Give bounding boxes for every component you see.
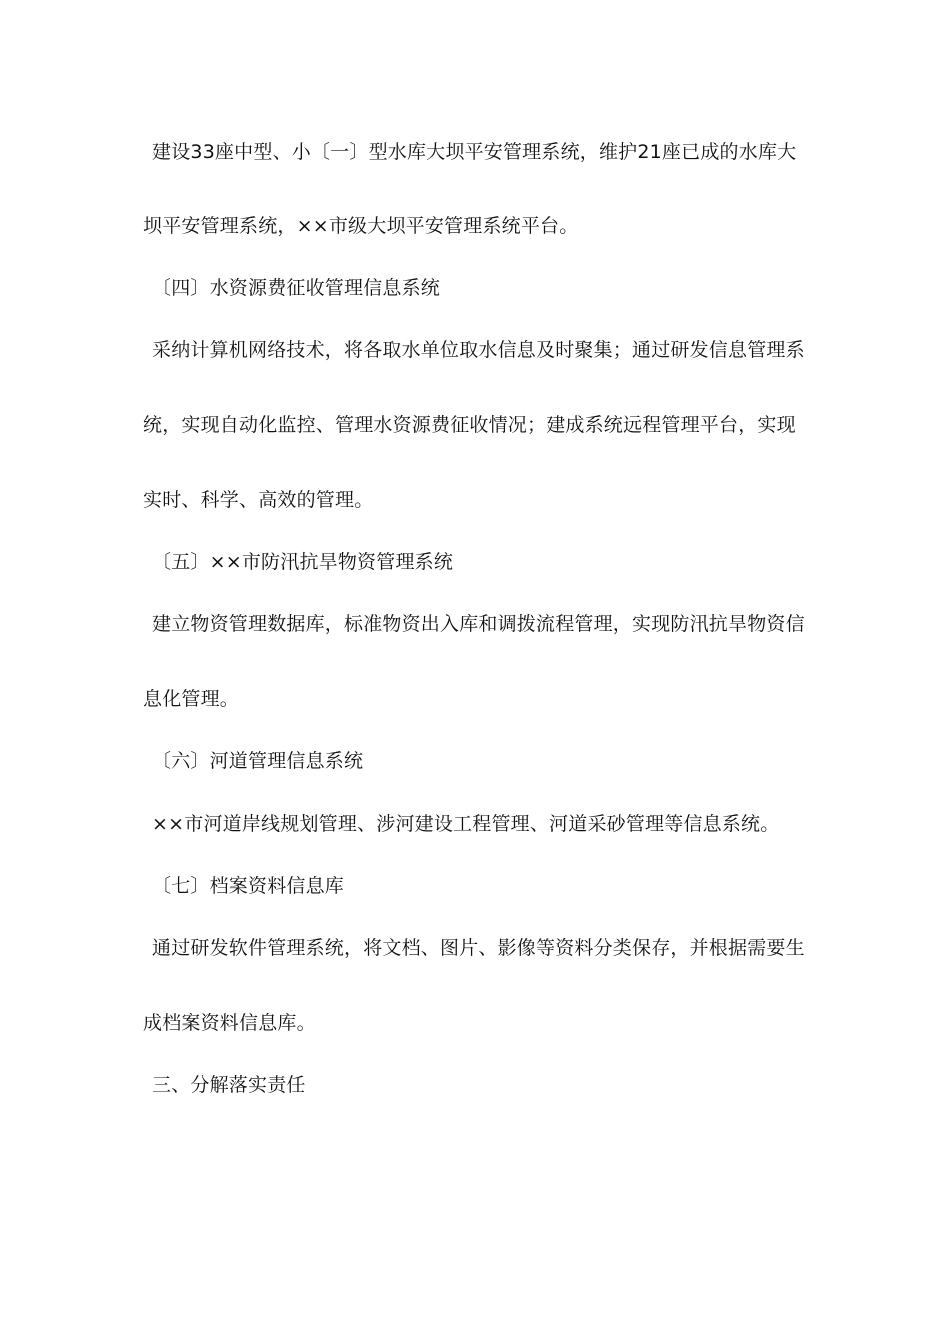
paragraph-archive-line-1: 通过研发软件管理系统，将文档、图片、影像等资料分类保存，并根据需要生	[152, 937, 805, 959]
chapter-heading-3: 三、分解落实责任	[152, 1074, 306, 1096]
section-heading-6: 〔六〕河道管理信息系统	[152, 750, 364, 772]
section-heading-7: 〔七〕档案资料信息库	[152, 875, 345, 897]
paragraph-river-line-1: ××市河道岸线规划管理、涉河建设工程管理、河道采砂管理等信息系统。	[152, 813, 780, 835]
paragraph-reservoir-line-2: 坝平安管理系统，××市级大坝平安管理系统平台。	[143, 215, 579, 237]
section-heading-5: 〔五〕××市防汛抗旱物资管理系统	[152, 551, 454, 573]
paragraph-archive-line-2: 成档案资料信息库。	[143, 1012, 316, 1034]
paragraph-supplies-line-2: 息化管理。	[143, 688, 240, 710]
paragraph-water-fee-line-1: 采纳计算机网络技术，将各取水单位取水信息及时聚集；通过研发信息管理系	[152, 339, 805, 361]
paragraph-supplies-line-1: 建立物资管理数据库，标准物资出入库和调拨流程管理，实现防汛抗旱物资信	[152, 613, 805, 635]
paragraph-reservoir-line-1: 建设33座中型、小〔一〕型水库大坝平安管理系统，维护21座已成的水库大	[152, 141, 797, 163]
paragraph-water-fee-line-3: 实时、科学、高效的管理。	[143, 489, 374, 511]
section-heading-4: 〔四〕水资源费征收管理信息系统	[152, 277, 441, 299]
paragraph-water-fee-line-2: 统，实现自动化监控、管理水资源费征收情况；建成系统远程管理平台，实现	[143, 414, 796, 436]
